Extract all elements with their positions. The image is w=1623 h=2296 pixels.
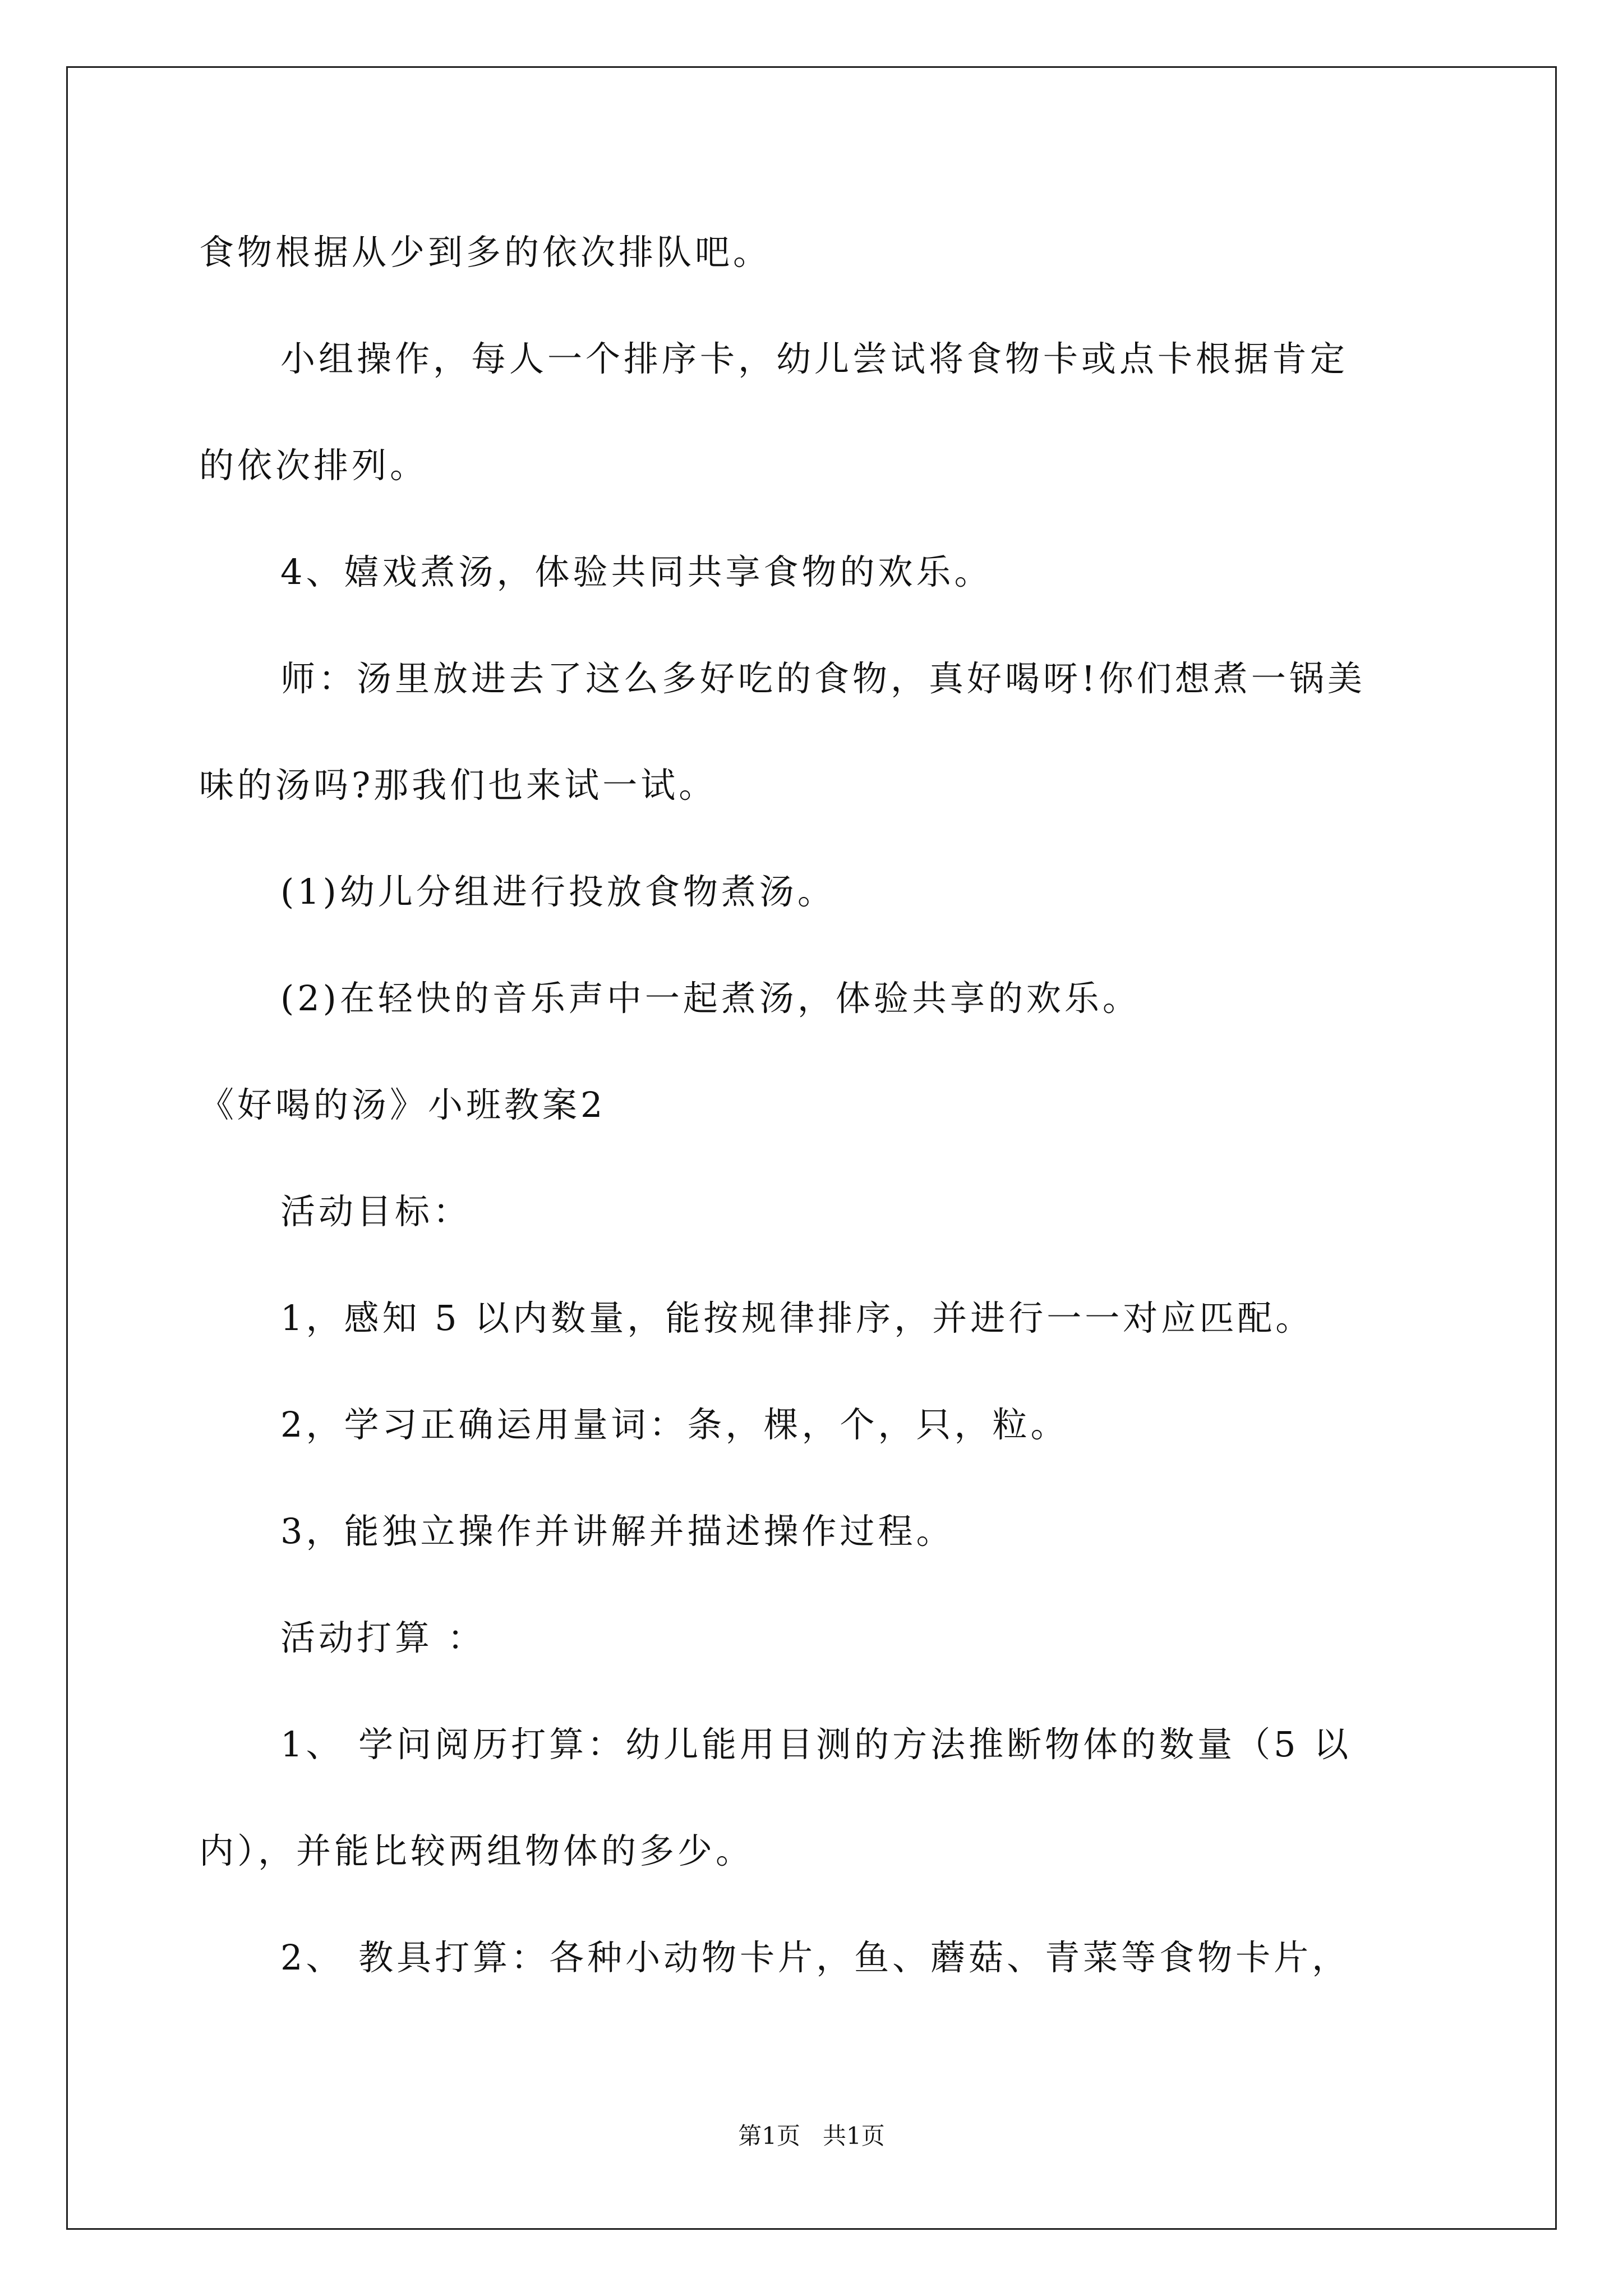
text-line-2: 小组操作，每人一个排序卡，幼儿尝试将食物卡或点卡根据肯定	[280, 338, 1349, 379]
text-line-10: 活动目标：	[280, 1191, 472, 1232]
text-line-13: 3，能独立操作并讲解并描述操作过程。	[280, 1511, 955, 1552]
text-line-12: 2，学习正确运用量词：条，棵，个，只，粒。	[280, 1404, 1069, 1445]
text-line-15: 1、 学问阅历打算：幼儿能用目测的方法推断物体的数量（5 以	[280, 1724, 1352, 1765]
page-border	[66, 66, 1557, 2230]
text-line-1: 食物根据从少到多的依次排队吧。	[199, 232, 772, 273]
section-title: 《好喝的汤》小班教案2	[199, 1084, 606, 1125]
text-line-11: 1，感知 5 以内数量，能按规律排序，并进行一一对应匹配。	[280, 1297, 1314, 1338]
text-line-4: 4、嬉戏煮汤，体验共同共享食物的欢乐。	[280, 551, 993, 592]
text-line-16: 内），并能比较两组物体的多少。	[199, 1830, 754, 1871]
text-line-8: (2)在轻快的音乐声中一起煮汤，体验共享的欢乐。	[280, 978, 1141, 1019]
text-line-17: 2、 教具打算：各种小动物卡片，鱼、蘑菇、青菜等食物卡片，	[280, 1937, 1350, 1978]
text-line-7: (1)幼儿分组进行投放食物煮汤。	[280, 871, 836, 912]
text-line-3: 的依次排列。	[199, 445, 428, 486]
text-line-5: 师：汤里放进去了这么多好吃的食物，真好喝呀!你们想煮一锅美	[280, 658, 1366, 699]
page-number-footer: 第1页 共1页	[738, 2122, 885, 2150]
text-line-6: 味的汤吗?那我们也来试一试。	[199, 765, 717, 806]
text-line-14: 活动打算 ：	[280, 1617, 486, 1658]
